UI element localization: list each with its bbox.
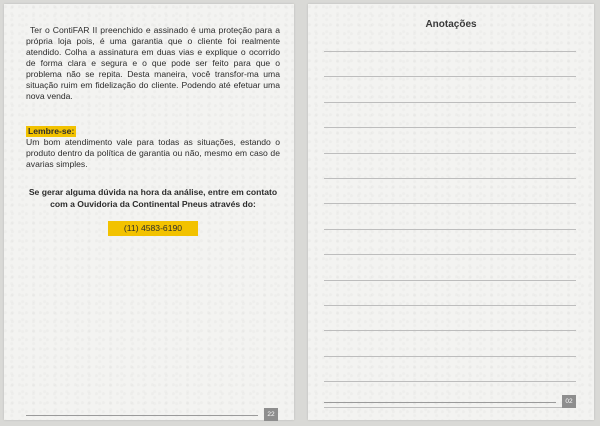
page-number-badge: 02 xyxy=(562,395,576,408)
note-line xyxy=(324,280,576,281)
remember-heading: Lembre-se: xyxy=(28,126,75,136)
note-line xyxy=(324,102,576,103)
left-page xyxy=(4,4,294,420)
intro-paragraph: Ter o ContiFAR II preenchido e assinado é uma proteção para a própria loja pois, é uma garantia que o cliente foi realmente atendido. Colha a assinatura em duas vias e explique o ocorrido de forma clara e segura e o que pode ser feito para que o problema não se repita. Desta maneira, você transfor-ma uma situação ruim em fidelização do cliente. Podendo até efetuar uma nova venda. xyxy=(26,25,280,101)
note-line xyxy=(324,229,576,230)
note-line xyxy=(324,203,576,204)
note-line xyxy=(324,51,576,52)
note-line xyxy=(324,330,576,331)
page-number-badge: 22 xyxy=(264,408,278,421)
phone-number-badge: (11) 4583-6190 xyxy=(108,221,198,236)
note-line xyxy=(324,305,576,306)
note-line xyxy=(324,407,576,408)
note-line xyxy=(324,127,576,128)
footer-divider xyxy=(26,415,258,416)
footer-divider xyxy=(324,402,556,403)
note-line xyxy=(324,254,576,255)
contact-paragraph: Se gerar alguma dúvida na hora da análise, entre em contato com a Ouvidoria da Continental Pneus através do: xyxy=(28,187,278,209)
notes-title: Anotações xyxy=(425,19,477,30)
note-line xyxy=(324,76,576,77)
note-line xyxy=(324,356,576,357)
right-page xyxy=(308,4,594,420)
note-line xyxy=(324,381,576,382)
note-line xyxy=(324,178,576,179)
remember-paragraph: Um bom atendimento vale para todas as situações, estando o produto dentro da política de garantia ou não, mesmo em caso de avarias simples. xyxy=(26,137,280,169)
note-line xyxy=(324,153,576,154)
